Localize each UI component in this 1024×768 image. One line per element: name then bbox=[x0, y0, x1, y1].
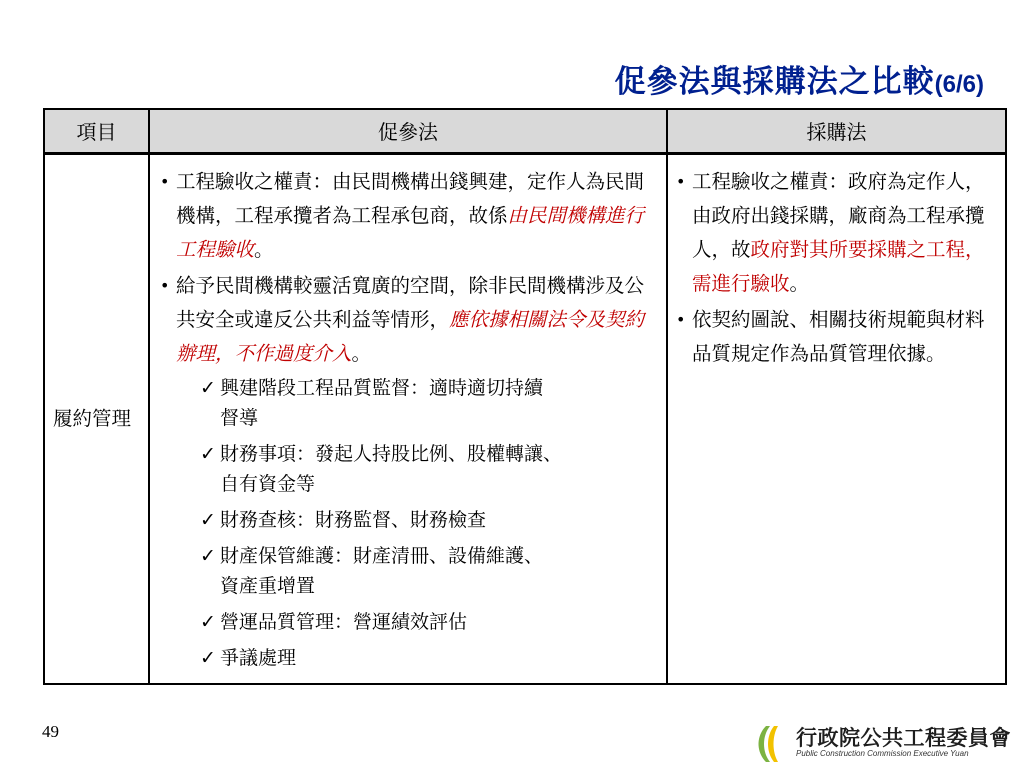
check-item: ✓ 財務查核：財務監督、財務檢查 bbox=[200, 505, 660, 535]
procurement-bullet-2: • 依契約圖說、相關技術規範與材料品質規定作為品質管理依據。 bbox=[676, 303, 1001, 371]
checkmark-icon: ✓ bbox=[200, 646, 216, 669]
check-item: ✓ 營運品質管理：營運績效評估 bbox=[200, 607, 660, 637]
bullet-icon: • bbox=[676, 171, 686, 191]
table-row bbox=[44, 153, 1006, 684]
check-item: ✓ 興建階段工程品質監督：適時適切持續 督導 bbox=[200, 373, 660, 433]
checkmark-icon: ✓ bbox=[200, 508, 216, 531]
ppp-bullet-1: • 工程驗收之權責：由民間機構出錢興建，定作人為民間機構，工程承攬者為工程承包商，故係由民間機構進行工程驗收。 bbox=[160, 165, 660, 267]
pcc-emblem-icon bbox=[752, 722, 792, 766]
header-item: 項目 bbox=[44, 109, 149, 153]
bullet-icon: • bbox=[676, 309, 686, 329]
checkmark-icon: ✓ bbox=[200, 544, 216, 567]
comparison-table bbox=[43, 108, 1007, 685]
check-item: ✓ 財產保管維護：財產清冊、設備維護、 資產重增置 bbox=[200, 541, 660, 601]
table-header-row bbox=[44, 109, 1006, 153]
checkmark-icon: ✓ bbox=[200, 610, 216, 633]
header-ppp: 促參法 bbox=[149, 109, 667, 153]
check-item: ✓ 財務事項：發起人持股比例、股權轉讓、 自有資金等 bbox=[200, 439, 660, 499]
procurement-cell bbox=[667, 153, 1006, 684]
item-label: 履約管理 bbox=[53, 406, 132, 430]
ppp-cell bbox=[149, 153, 667, 684]
logo-name: 行政院公共工程委員會 bbox=[796, 726, 1011, 750]
bullet-icon: • bbox=[160, 275, 170, 295]
page-number: 49 bbox=[42, 722, 59, 741]
page-title: 促參法與採購法之比較(6/6) bbox=[614, 64, 984, 100]
checkmark-icon: ✓ bbox=[200, 376, 216, 399]
logo-english: Public Construction Commission Executive Yuan bbox=[796, 749, 969, 758]
checkmark-icon: ✓ bbox=[200, 442, 216, 465]
bullet-icon: • bbox=[160, 171, 170, 191]
pcc-logo bbox=[752, 722, 1014, 766]
ppp-bullet-2: • 給予民間機構較靈活寬廣的空間，除非民間機構涉及公共安全或違反公共利益等情形，應依據相關法令及契約辦理，不作過度介入。 bbox=[160, 269, 660, 371]
header-procurement: 採購法 bbox=[667, 109, 1006, 153]
item-label-cell bbox=[44, 153, 149, 684]
check-item: ✓ 爭議處理 bbox=[200, 643, 660, 673]
procurement-bullet-1: • 工程驗收之權責：政府為定作人，由政府出錢採購，廠商為工程承攬人，故政府對其所要採購之工程，需進行驗收。 bbox=[676, 165, 1001, 301]
